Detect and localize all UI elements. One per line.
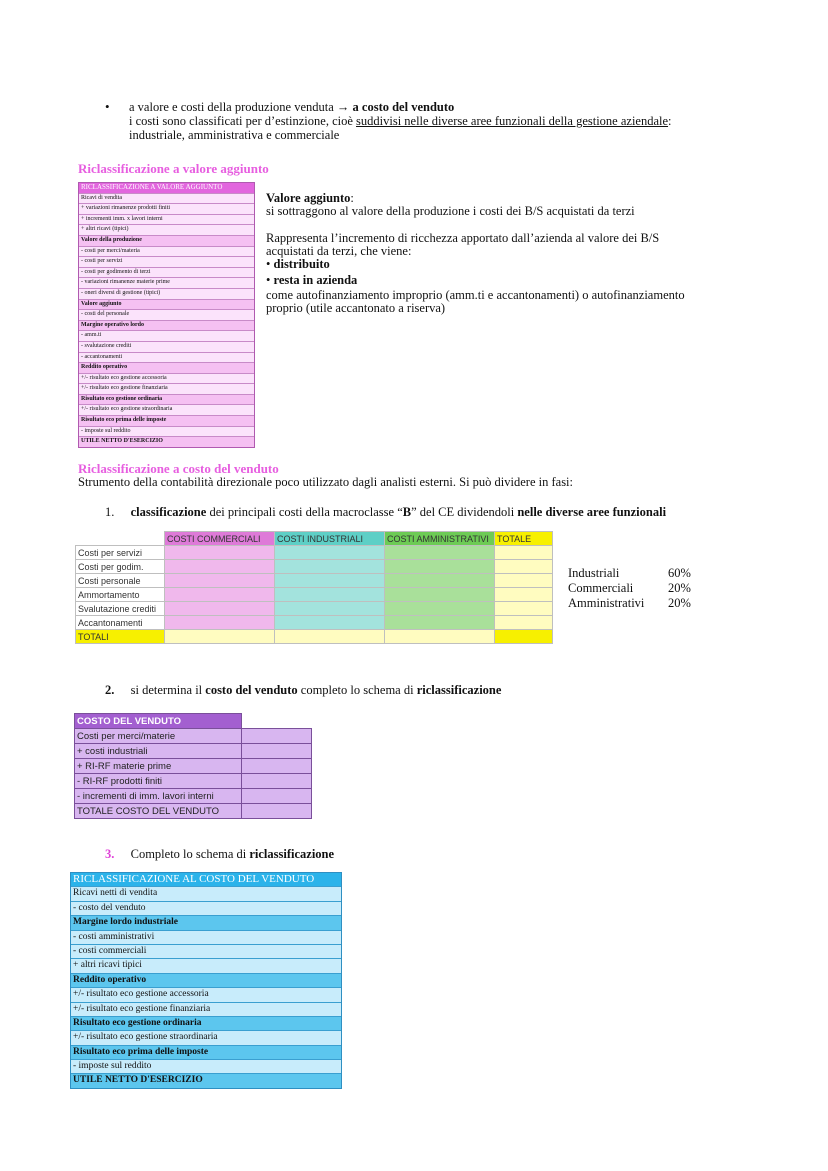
va-table-row: UTILE NETTO D'ESERCIZIO <box>79 437 254 447</box>
va-table-row: - svalutazione crediti <box>79 342 254 353</box>
rcv-table-row: Risultato eco prima delle imposte <box>71 1046 341 1060</box>
step-3-number: 3. <box>105 847 115 861</box>
va-table-row: + incrementi imm. x lavori interni <box>79 215 254 226</box>
grid-total-label: TOTALI <box>76 630 165 644</box>
va-bullet-distribuito: • distribuito <box>266 257 330 271</box>
grid-row-label: Costi personale <box>76 574 165 588</box>
step-1: 1. classificazione dei principali costi della macroclasse “B” del CE dividendoli nelle diverse aree funzionali <box>105 505 667 519</box>
bullet-line-2: i costi sono classificati per d’estinzione, cioè suddivisi nelle diverse aree funzionali della gestione aziendale: <box>129 114 672 128</box>
rcv-table-row: +/- risultato eco gestione accessoria <box>71 988 341 1002</box>
va-table-row: - oneri diversi di gestione (tipici) <box>79 289 254 300</box>
costo-venduto-table <box>74 713 312 819</box>
va-table-row: - variazioni rimanenze materie prime <box>79 278 254 289</box>
rcv-table-header: RICLASSIFICAZIONE AL COSTO DEL VENDUTO <box>71 873 341 887</box>
rcv-table-row: +/- risultato eco gestione finanziaria <box>71 1003 341 1017</box>
va-table-row: - imposte sul reddito <box>79 427 254 438</box>
grid-row <box>76 574 553 588</box>
grid-row-label: Costi per servizi <box>76 546 165 560</box>
percentages <box>568 566 691 611</box>
va-table-row: Margine operativo lordo <box>79 321 254 332</box>
va-title-line: Valore aggiunto: <box>266 191 354 205</box>
va-table <box>78 182 255 448</box>
cv-intro: Strumento della contabilità direzionale poco utilizzato dagli analisti esterni. Si può dividere in fasi: <box>78 475 574 489</box>
va-table-row: Valore della produzione <box>79 236 254 247</box>
rcv-table-row: Ricavi netti di vendita <box>71 887 341 901</box>
grid-row-label: Ammortamento <box>76 588 165 602</box>
va-table-row: - costi per godimento di terzi <box>79 268 254 279</box>
va-table-row: - costi per servizi <box>79 257 254 268</box>
step-3: 3. Completo lo schema di riclassificazione <box>105 847 335 861</box>
grid-row <box>76 560 553 574</box>
va-table-row: - costi del personale <box>79 310 254 321</box>
rcv-table-row: - costo del venduto <box>71 902 341 916</box>
va-heading: Riclassificazione a valore aggiunto <box>78 161 269 176</box>
grid-row <box>76 602 553 616</box>
cdv-row: + costi industriali <box>75 744 312 759</box>
cdv-header: COSTO DEL VENDUTO <box>75 714 242 729</box>
cv-heading: Riclassificazione a costo del venduto <box>78 461 279 476</box>
grid-header-amministrativi: COSTI AMMINISTRATIVI <box>385 532 495 546</box>
grid-header-industriali: COSTI INDUSTRIALI <box>275 532 385 546</box>
va-rappresenta-1: Rappresenta l’incremento di ricchezza apportato dall’azienda al valore dei B/S <box>266 231 660 245</box>
va-bullet-resta: • resta in azienda <box>266 273 358 287</box>
step-2: 2. si determina il costo del venduto completo lo schema di riclassificazione <box>105 683 502 697</box>
va-table-row: + variazioni rimanenze prodotti finiti <box>79 204 254 215</box>
va-come-2: proprio (utile accantonato a riserva) <box>266 301 446 315</box>
rcv-table-row: - costi amministrativi <box>71 931 341 945</box>
va-rappresenta-2: acquistati da terzi, che viene: <box>266 244 412 258</box>
cdv-row: + RI-RF materie prime <box>75 759 312 774</box>
rcv-table-row: - imposte sul reddito <box>71 1060 341 1074</box>
rcv-table-row: Reddito operativo <box>71 974 341 988</box>
step-2-number: 2. <box>105 683 115 697</box>
rcv-table <box>70 872 342 1089</box>
pct-commerciali: Commerciali 20% <box>568 581 691 595</box>
cdv-row: TOTALE COSTO DEL VENDUTO <box>75 804 312 819</box>
rcv-table-row: Risultato eco gestione ordinaria <box>71 1017 341 1031</box>
cdv-row: Costi per merci/materie <box>75 729 312 744</box>
cdv-row: - RI-RF prodotti finiti <box>75 774 312 789</box>
va-table-row: Risultato eco gestione ordinaria <box>79 395 254 406</box>
grid-header-totale: TOTALE <box>495 532 553 546</box>
va-table-row: +/- risultato eco gestione finanziaria <box>79 384 254 395</box>
va-table-header: RICLASSIFICAZIONE A VALORE AGGIUNTO <box>79 183 254 194</box>
va-table-row: - costi per merci/materia <box>79 247 254 258</box>
bullet-line-3: industriale, amministrativa e commerciale <box>129 128 340 142</box>
rcv-table-row: + altri ricavi tipici <box>71 959 341 973</box>
cost-classification-grid <box>75 531 553 644</box>
va-table-row: +/- risultato eco gestione accessoria <box>79 374 254 385</box>
grid-header-commerciali: COSTI COMMERCIALI <box>165 532 275 546</box>
bullet-dot: • <box>105 99 110 114</box>
va-come-1: come autofinanziamento improprio (amm.ti e accantonamenti) o autofinanziamento <box>266 288 685 302</box>
rcv-table-row: +/- risultato eco gestione straordinaria <box>71 1031 341 1045</box>
va-table-row: - accantonamenti <box>79 353 254 364</box>
va-table-row: Reddito operativo <box>79 363 254 374</box>
rcv-table-row: - costi commerciali <box>71 945 341 959</box>
grid-row-label: Svalutazione crediti <box>76 602 165 616</box>
rcv-table-row: Margine lordo industriale <box>71 916 341 930</box>
bullet-text <box>129 100 749 142</box>
rcv-table-row: UTILE NETTO D'ESERCIZIO <box>71 1074 341 1087</box>
grid-row-label: Costi per godim. <box>76 560 165 574</box>
step-1-number: 1. <box>105 505 115 519</box>
va-table-row: +/- risultato eco gestione straordinaria <box>79 405 254 416</box>
grid-header-row <box>76 532 553 546</box>
va-table-row: - amm.ti <box>79 331 254 342</box>
va-table-row: Risultato eco prima delle imposte <box>79 416 254 427</box>
grid-row <box>76 588 553 602</box>
grid-row <box>76 546 553 560</box>
bullet-line-1: a valore e costi della produzione venduta → a costo del venduto <box>129 100 455 114</box>
va-table-row: Valore aggiunto <box>79 300 254 311</box>
va-desc: si sottraggono al valore della produzione i costi dei B/S acquistati da terzi <box>266 204 635 218</box>
grid-total-row <box>76 630 553 644</box>
grid-row <box>76 616 553 630</box>
grid-row-label: Accantonamenti <box>76 616 165 630</box>
pct-amministrativi: Amministrativi 20% <box>568 596 691 610</box>
cdv-row: - incrementi di imm. lavori interni <box>75 789 312 804</box>
cdv-header-row <box>75 714 312 729</box>
pct-industriali: Industriali 60% <box>568 566 691 580</box>
va-table-row: + altri ricavi (tipici) <box>79 225 254 236</box>
va-table-row: Ricavi di vendita <box>79 194 254 205</box>
va-description <box>266 192 746 315</box>
